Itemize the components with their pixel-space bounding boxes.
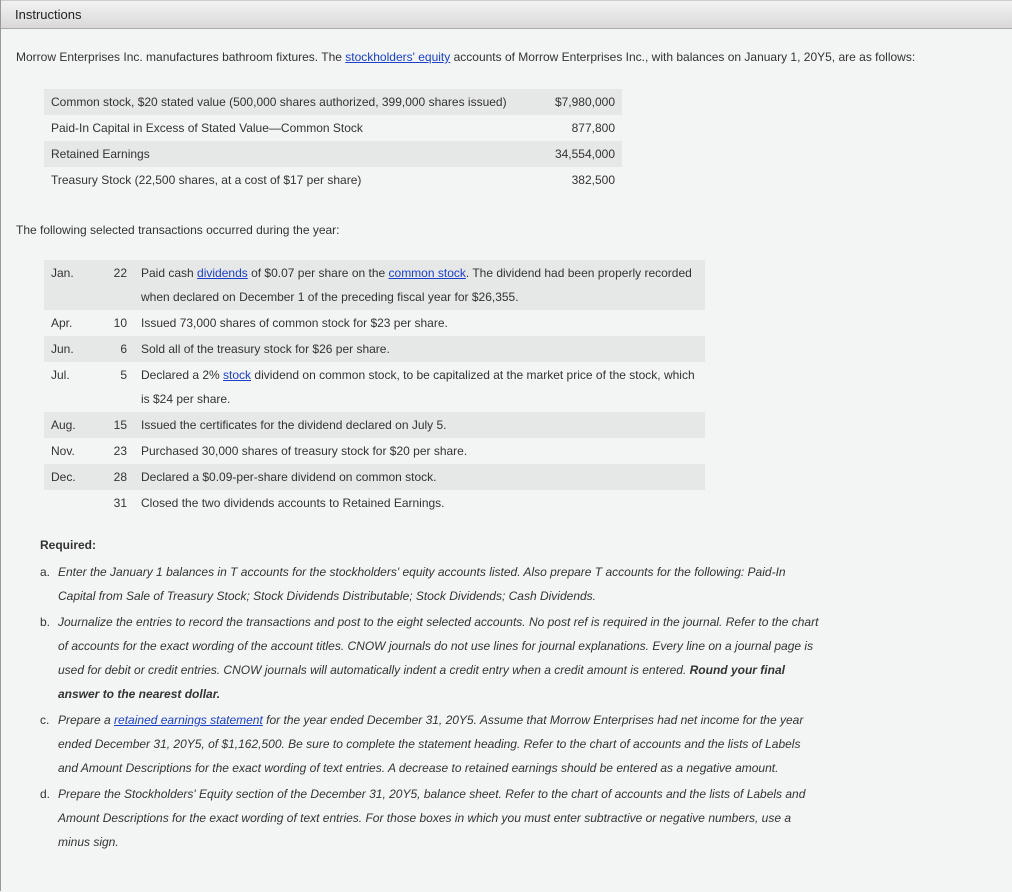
transaction-description <box>141 362 705 412</box>
transaction-description <box>141 260 705 310</box>
intro-text: Morrow Enterprises Inc. manufactures bathroom fixtures. The <box>16 50 346 64</box>
balance-label: Treasury Stock (22,500 shares, at a cost of $17 per share) <box>51 173 362 187</box>
transaction-description: Issued the certificates for the dividend declared on July 5. <box>141 412 705 438</box>
balance-label: Paid-In Capital in Excess of Stated Value—Common Stock <box>51 121 363 135</box>
desc-text: Paid cash <box>141 266 198 280</box>
transaction-row <box>44 490 705 516</box>
transaction-row <box>44 464 705 490</box>
transaction-description: Purchased 30,000 shares of treasury stock for $20 per share. <box>141 444 468 458</box>
transaction-row <box>44 438 705 464</box>
item-text-end: for the year ended December 31, 20Y5. Assume that Morrow Enterprises had net income for the year ended December 31, 20Y5, of $1,162,500. Be sure to complete the statement heading. Refer to the chart of accounts and the lists of Labels and Amount Descriptions for the exact wording of text entries. A decrease to retained earnings should be entered as a negative amount. <box>58 713 804 775</box>
transaction-month: Aug. <box>44 412 99 438</box>
required-list <box>40 560 820 854</box>
transaction-row <box>44 310 705 336</box>
balance-amount: 34,554,000 <box>534 141 622 167</box>
balance-row <box>44 141 622 167</box>
required-section <box>40 537 820 856</box>
transaction-row <box>44 362 705 412</box>
transaction-month: Dec. <box>44 464 99 490</box>
transaction-day: 10 <box>113 316 127 330</box>
transaction-month: Nov. <box>51 444 75 458</box>
transactions-table <box>44 260 705 516</box>
item-bold-text: Round your final answer to the nearest dollar. <box>58 663 785 701</box>
item-text: Enter the January 1 balances in T accounts for the stockholders' equity accounts listed. Also prepare T accounts for the following: Paid-In Capital from Sale of Treasury Stock; Stock Dividends Distributable; Stock Dividends; Cash Dividends. <box>58 565 786 603</box>
transaction-day: 31 <box>113 496 127 510</box>
transaction-month: Jan. <box>44 260 99 310</box>
item-text: Prepare a <box>58 713 115 727</box>
transaction-day: 15 <box>99 412 141 438</box>
transaction-month <box>44 490 99 516</box>
transaction-day: 6 <box>99 336 141 362</box>
transaction-row <box>44 412 705 438</box>
balance-label: Common stock, $20 stated value (500,000 shares authorized, 399,000 shares issued) <box>44 89 534 115</box>
transaction-month: Jun. <box>44 336 99 362</box>
required-item-d <box>40 782 820 854</box>
intro-text-end: accounts of Morrow Enterprises Inc., with balances on January 1, 20Y5, are as follows: <box>450 50 916 64</box>
item-text: Prepare the Stockholders' Equity section of the December 31, 20Y5, balance sheet. Refer to the chart of accounts and the lists of Labels and Amount Descriptions for the exact wording of text entries. For those boxes in which you must enter subtractive or negative numbers, use a minus sign. <box>58 787 806 849</box>
panel-title: Instructions <box>15 7 82 22</box>
balance-row <box>44 115 622 141</box>
desc-text: Declared a 2% <box>141 368 224 382</box>
transaction-day: 5 <box>120 368 127 382</box>
balance-amount: 382,500 <box>571 173 615 187</box>
item-letter: b. <box>40 615 51 629</box>
item-letter: c. <box>40 713 50 727</box>
common-stock-link[interactable]: common stock <box>388 266 466 280</box>
transaction-row <box>44 260 705 310</box>
transaction-row <box>44 336 705 362</box>
desc-text: of $0.07 per share on the <box>247 266 389 280</box>
transactions-intro: The following selected transactions occurred during the year: <box>16 223 340 237</box>
transaction-day: 28 <box>99 464 141 490</box>
item-text: Journalize the entries to record the transactions and post to the eight selected accounts. No post ref is required in the journal. Refer to the chart of accounts for the exact wording of the account titles. CNOW journals do not use lines for journal explanations. Every line on a journal page is used for debit or credit entries. CNOW journals will automatically indent a credit entry when a credit amount is entered. <box>58 615 819 677</box>
desc-text: dividend on common stock, to be capitalized at the market price of the stock, which is $24 per share. <box>141 368 695 406</box>
transaction-month: Jul. <box>51 368 70 382</box>
required-item-c <box>40 708 820 780</box>
desc-text: . The dividend had been properly recorded when declared on December 1 of the preceding fiscal year for $26,355. <box>141 266 692 304</box>
transaction-day: 23 <box>113 444 127 458</box>
transaction-description: Issued 73,000 shares of common stock for $23 per share. <box>141 316 448 330</box>
balance-label: Retained Earnings <box>44 141 534 167</box>
required-item-a <box>40 560 820 608</box>
panel-header <box>1 0 1012 29</box>
transaction-description: Sold all of the treasury stock for $26 per share. <box>141 336 705 362</box>
retained-earnings-statement-link[interactable]: retained earnings statement <box>114 713 263 727</box>
transaction-description: Declared a $0.09-per-share dividend on common stock. <box>141 464 705 490</box>
required-item-b <box>40 610 820 706</box>
transaction-month: Apr. <box>51 316 73 330</box>
item-letter: a. <box>40 565 51 579</box>
stock-link[interactable]: stock <box>223 368 252 382</box>
stockholders-equity-link[interactable]: stockholders' equity <box>345 50 451 64</box>
item-letter: d. <box>40 787 51 801</box>
balance-amount: $7,980,000 <box>534 89 622 115</box>
balance-row <box>44 167 622 193</box>
required-title: Required: <box>40 538 97 552</box>
balances-table <box>44 89 622 193</box>
transaction-day: 22 <box>99 260 141 310</box>
intro-paragraph <box>16 50 915 64</box>
transaction-description: Closed the two dividends accounts to Retained Earnings. <box>141 496 445 510</box>
balance-row <box>44 89 622 115</box>
balance-amount: 877,800 <box>571 121 615 135</box>
dividends-link[interactable]: dividends <box>197 266 248 280</box>
